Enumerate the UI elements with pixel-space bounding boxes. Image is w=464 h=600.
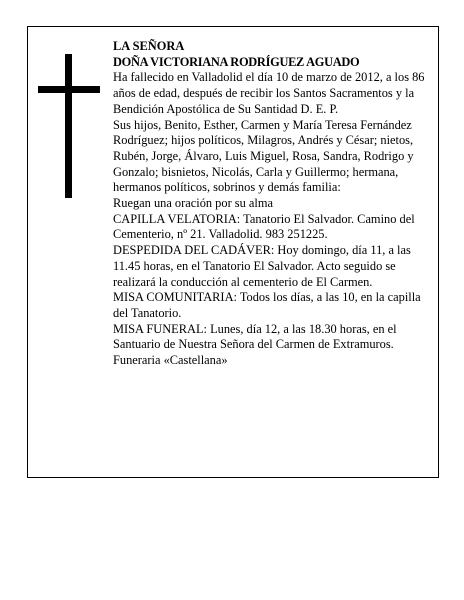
cross-horizontal-bar bbox=[38, 86, 100, 93]
funeral-mass-info: MISA FUNERAL: Lunes, día 12, a las 18.30 horas, en el Santuario de Nuestra Señora del Carmen de Extramuros. bbox=[113, 321, 397, 352]
family-list: Sus hijos, Benito, Esther, Carmen y María Teresa Fernández Rodríguez; hijos políticos, Milagros, Andrés y César; nietos, Rubén, Jorge, Álvaro, Luis Miguel, Rosa, Sandra, Rodrigo y Gonzalo; bisnietos, Nicolás, Carla y Guillermo; hermana, hermanos políticos, sobrinos y demás familia: bbox=[113, 117, 414, 195]
funeral-home: Funeraria «Castellana» bbox=[113, 353, 228, 368]
death-announcement: Ha fallecido en Valladolid el día 10 de marzo de 2012, a los 86 años de edad, después de recibir los Santos Sacramentos y la Bendición Apostólica de Su Santidad D. E. P. bbox=[113, 70, 425, 116]
obituary-text bbox=[113, 39, 429, 369]
cross-vertical-bar bbox=[65, 54, 72, 198]
farewell-info: DESPEDIDA DEL CADÁVER: Hoy domingo, día 11, a las 11.45 horas, en el Tanatorio El Salvador. Acto seguido se realizará la conducción al cementerio de El Carmen. bbox=[113, 243, 411, 289]
prayer-request: Ruegan una oración por su alma bbox=[113, 196, 273, 211]
deceased-name: DOÑA VICTORIANA RODRÍGUEZ AGUADO bbox=[113, 54, 360, 69]
chapel-info: CAPILLA VELATORIA: Tanatorio El Salvador. Camino del Cementerio, nº 21. Valladolid. 983 251225. bbox=[113, 211, 415, 242]
notice-title: LA SEÑORA bbox=[113, 39, 185, 53]
latin-cross-icon bbox=[38, 54, 100, 198]
community-mass-info: MISA COMUNITARIA: Todos los días, a las 10, en la capilla del Tanatorio. bbox=[113, 290, 421, 320]
